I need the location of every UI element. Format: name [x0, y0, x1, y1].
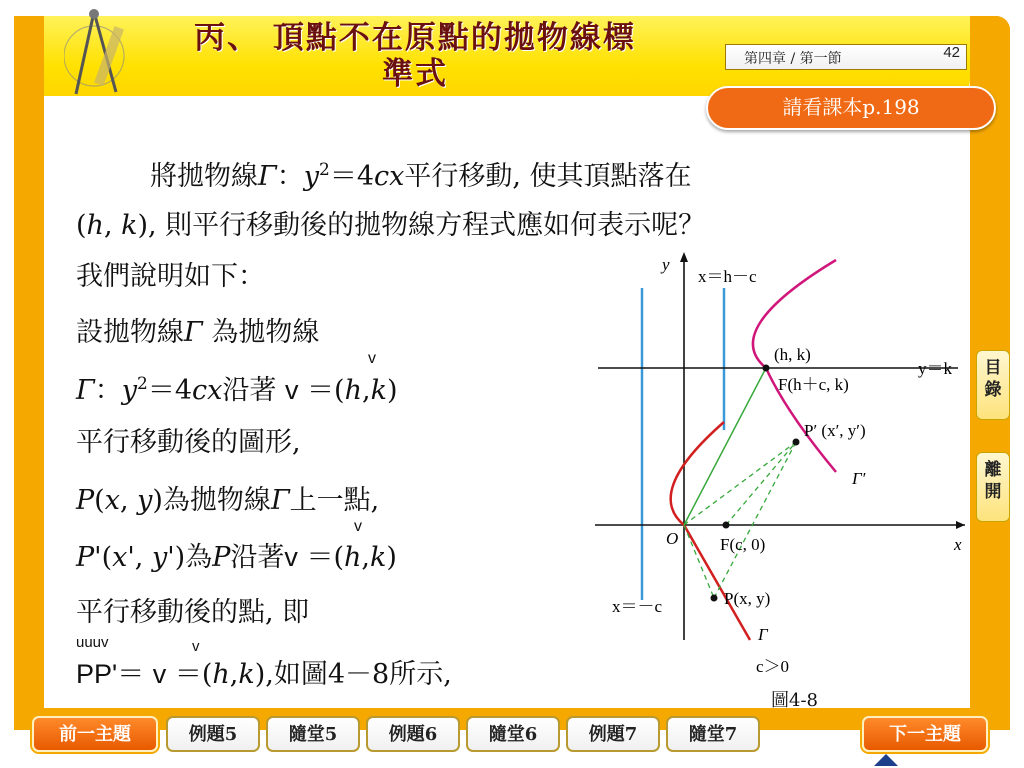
chapter-label: 第四章 / 第一節: [744, 51, 842, 67]
frame-left: [14, 16, 44, 730]
text-line-5: Γ：$y^2=4cx$沿著 v ＝(h,k): [76, 374, 398, 406]
label-p-prime: P′ (x′, y′): [804, 421, 866, 440]
text-line-3: 我們說明如下：: [76, 261, 265, 292]
text-line-7: P(x, y)為拋物線Γ上一點,: [76, 485, 380, 516]
label-origin: O: [666, 529, 679, 548]
dashed-focus-pprime: [726, 442, 796, 525]
vertex-point: [763, 365, 770, 372]
figure-caption: 圖4-8: [771, 690, 818, 711]
tab-practice-5[interactable]: 隨堂5: [266, 716, 360, 752]
label-gamma-prime: Γ′: [852, 469, 866, 488]
tab-example-5[interactable]: 例題5: [166, 716, 260, 752]
next-topic-button[interactable]: 下一主題: [862, 716, 988, 752]
text-line-9: 平行移動後的點, 即: [76, 597, 310, 628]
text-line-2: (h, k), 則平行移動後的拋物線方程式應如何表示呢？: [76, 210, 706, 241]
focus-point: [723, 522, 730, 529]
tab-practice-6[interactable]: 隨堂6: [466, 716, 560, 752]
label-x-eq-minus-c: x＝－c: [612, 597, 663, 616]
y-axis-label: y: [662, 255, 670, 274]
label-x-eq-h-minus-c: x＝h－c: [698, 267, 757, 286]
vector-artifact: uuuv: [76, 634, 109, 651]
label-p: P(x, y): [724, 589, 771, 608]
text-line-4: 設拋物線Γ 為拋物線: [76, 317, 320, 348]
compass-icon: [64, 6, 144, 98]
y-axis-arrow: [680, 252, 688, 262]
vector-mark-2: v: [354, 518, 362, 535]
label-c-positive: c＞0: [756, 657, 790, 676]
label-f-shift: F(h＋c, k): [778, 375, 849, 394]
tab-example-6[interactable]: 例題6: [366, 716, 460, 752]
dashed-p-pprime: [714, 442, 796, 598]
label-hk: (h, k): [774, 345, 811, 364]
text-line-1: 將拋物線Γ：$y^2=4cx$平行移動, 使其頂點落在: [150, 160, 692, 192]
toc-label: 目錄: [984, 358, 1002, 400]
toc-button[interactable]: [976, 350, 1010, 420]
exit-label: 離開: [984, 460, 1002, 502]
text-line-10: PP'＝ v ＝(h,k),如圖4－8所示,: [76, 659, 452, 690]
chapter-box: [725, 44, 967, 70]
publisher-logo-icon: [872, 752, 902, 768]
page-title: [150, 20, 680, 92]
page-number: 42: [943, 44, 960, 61]
label-focus: F(c, 0): [720, 535, 766, 554]
prev-topic-button[interactable]: 前一主題: [32, 716, 158, 752]
label-y-eq-k: y＝k: [918, 359, 952, 378]
textbook-reference-button[interactable]: 請看課本p.198: [706, 86, 996, 130]
x-axis-arrow: [956, 521, 965, 529]
title-line-2: 準式: [382, 56, 448, 92]
exit-button[interactable]: [976, 452, 1010, 522]
x-axis-label: x: [954, 535, 962, 554]
text-line-8: P'(x', y')為P沿著v ＝(h,k): [76, 542, 397, 573]
parabola-figure: [590, 250, 975, 690]
tab-example-7[interactable]: 例題7: [566, 716, 660, 752]
vector-mark-3: v: [192, 638, 200, 655]
p-point: [711, 595, 718, 602]
text-line-6: 平行移動後的圖形,: [76, 427, 301, 458]
title-line-1: 丙、 頂點不在原點的拋物線標: [194, 20, 636, 56]
label-gamma: Γ: [758, 625, 768, 644]
dashed-origin-pprime: [684, 442, 796, 525]
dashed-origin-p: [684, 525, 714, 598]
p-prime-point: [793, 439, 800, 446]
tab-practice-7[interactable]: 隨堂7: [666, 716, 760, 752]
vector-mark-1: v: [368, 350, 376, 367]
